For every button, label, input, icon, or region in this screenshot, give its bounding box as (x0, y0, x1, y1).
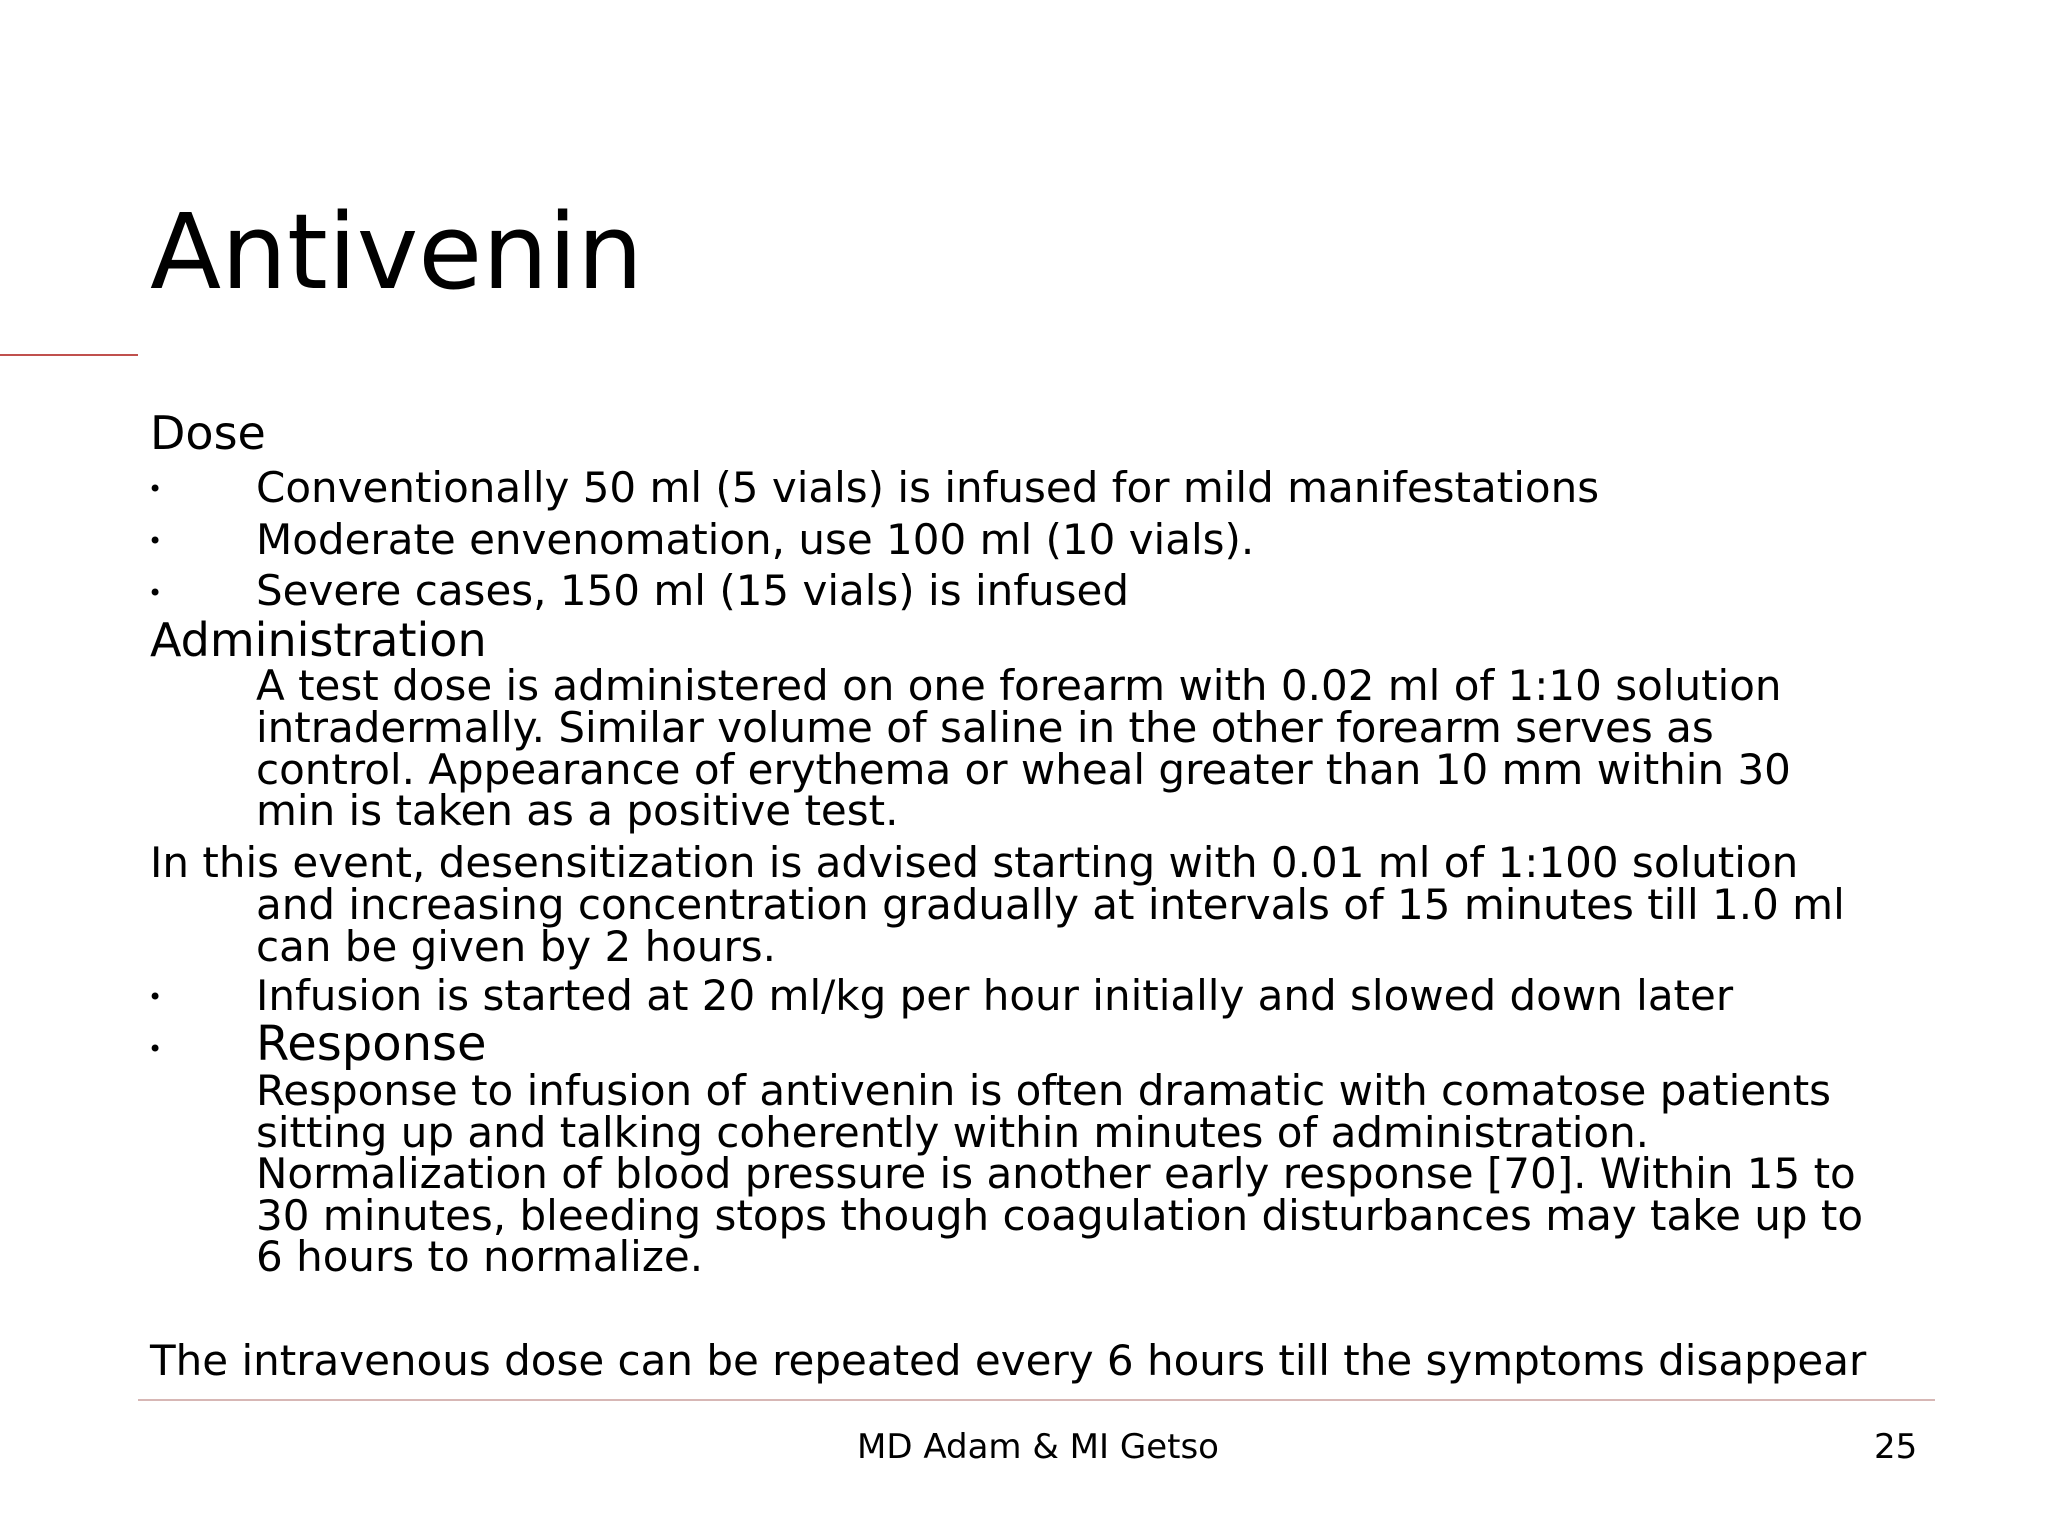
administration-heading: Administration (150, 613, 487, 667)
bullet-icon: • (148, 983, 163, 1011)
bullet-icon: • (148, 527, 163, 555)
infusion-item: Infusion is started at 20 ml/kg per hour initially and slowed down later (256, 971, 1734, 1020)
page-number: 25 (1874, 1427, 1918, 1467)
bullet-icon: • (148, 579, 163, 607)
response-line: sitting up and talking coherently within minutes of administration. (256, 1108, 1650, 1157)
administration-line: A test dose is administered on one forearm with 0.02 ml of 1:10 solution (256, 661, 1782, 710)
administration-line: min is taken as a positive test. (256, 786, 899, 835)
footer-authors: MD Adam & MI Getso (857, 1427, 1219, 1467)
bullet-icon: • (148, 475, 163, 503)
response-line: 6 hours to normalize. (256, 1232, 704, 1281)
title-accent-rule (0, 354, 138, 356)
dose-heading: Dose (150, 406, 266, 460)
dose-item-moderate: Moderate envenomation, use 100 ml (10 vials). (256, 515, 1255, 564)
response-heading: Response (256, 1016, 487, 1072)
administration-line: control. Appearance of erythema or wheal greater than 10 mm within 30 (256, 745, 1791, 794)
desensitization-line: and increasing concentration gradually at intervals of 15 minutes till 1.0 ml (256, 880, 1845, 929)
slide-title: Antivenin (150, 191, 643, 313)
desensitization-line: can be given by 2 hours. (256, 922, 777, 971)
desensitization-line: In this event, desensitization is advised starting with 0.01 ml of 1:100 solution (150, 838, 1799, 887)
response-line: 30 minutes, bleeding stops though coagulation disturbances may take up to (256, 1191, 1864, 1240)
response-line: Response to infusion of antivenin is often dramatic with comatose patients (256, 1066, 1832, 1115)
dose-item-severe: Severe cases, 150 ml (15 vials) is infused (256, 566, 1130, 615)
footer-rule (138, 1399, 1935, 1401)
response-line: Normalization of blood pressure is another early response [70]. Within 15 to (256, 1149, 1856, 1198)
bullet-icon: • (148, 1035, 163, 1063)
administration-line: intradermally. Similar volume of saline in the other forearm serves as (256, 703, 1714, 752)
dose-item-mild: Conventionally 50 ml (5 vials) is infused for mild manifestations (256, 463, 1600, 512)
repeat-dose-note: The intravenous dose can be repeated every 6 hours till the symptoms disappear (150, 1336, 1867, 1385)
